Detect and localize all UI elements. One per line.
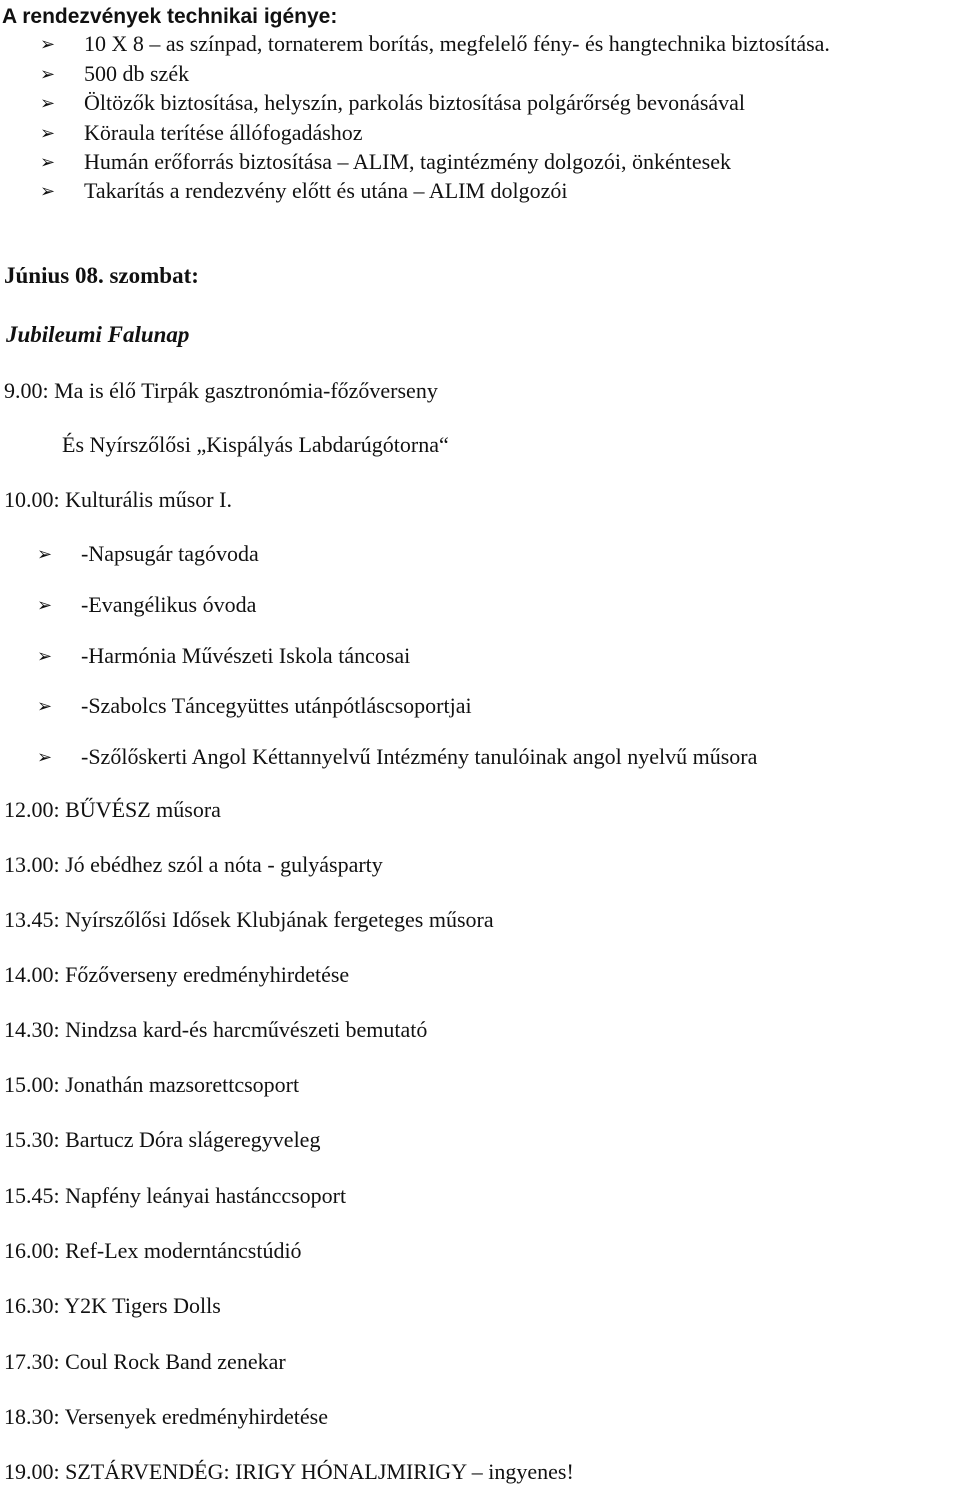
- list-item: [37, 695, 472, 717]
- program-entry: [4, 1129, 320, 1151]
- list-item: [37, 543, 259, 565]
- program-time: 13.45 :: [4, 907, 65, 932]
- list-item-text: -Szabolcs Táncegyüttes utánpótláscsoportjai: [81, 693, 472, 718]
- program-entry: [4, 380, 438, 402]
- arrow-bullet-icon: ➢: [37, 595, 53, 615]
- program-entry: [4, 489, 232, 511]
- arrow-bullet-icon: ➢: [40, 93, 56, 113]
- program-time: 16.00 :: [4, 1238, 65, 1263]
- program-text: Nyírszőlősi Idősek Klubjának fergeteges műsora: [65, 907, 494, 932]
- program-text: BŰVÉSZ műsora: [65, 797, 221, 822]
- arrow-bullet-icon: ➢: [37, 544, 53, 564]
- program-time: 14.00 :: [4, 962, 65, 987]
- list-item-text: -Evangélikus óvoda: [81, 592, 257, 617]
- program-entry: [4, 1406, 328, 1428]
- list-item-text: 10 X 8 – as színpad, tornaterem borítás, megfelelő fény- és hangtechnika biztosítása.: [84, 31, 830, 56]
- program-time: 15.00 :: [4, 1072, 65, 1097]
- list-item: [40, 180, 568, 202]
- program-text: Y2K Tigers Dolls: [64, 1293, 221, 1318]
- program-text: Coul Rock Band zenekar: [65, 1349, 286, 1374]
- program-time: 14.30 :: [4, 1017, 65, 1042]
- program-time: 15.45 :: [4, 1183, 65, 1208]
- list-item-text: -Szőlőskerti Angol Kéttannyelvű Intézmény tanulóinak angol nyelvű műsora: [81, 744, 758, 769]
- arrow-bullet-icon: ➢: [37, 696, 53, 716]
- list-item-text: Öltözők biztosítása, helyszín, parkolás biztosítása polgárőrség bevonásával: [84, 90, 746, 115]
- program-entry: [4, 799, 221, 821]
- program-time: 18.30 :: [4, 1404, 65, 1429]
- program-time: 10.00 :: [4, 487, 65, 512]
- day-date: Június 08. szombat:: [4, 263, 199, 288]
- program-entry: [4, 1185, 346, 1207]
- program-time: 13.00 :: [4, 852, 65, 877]
- program-entry: [4, 1295, 221, 1317]
- list-item-text: Takarítás a rendezvény előtt és utána – ALIM dolgozói: [84, 178, 568, 203]
- program-time: 15.30 :: [4, 1127, 65, 1152]
- list-item-text: -Harmónia Művészeti Iskola táncosai: [81, 643, 411, 668]
- list-item: [40, 63, 189, 85]
- program-text: Bartucz Dóra slágeregyveleg: [65, 1127, 321, 1152]
- arrow-bullet-icon: ➢: [37, 646, 53, 666]
- list-item-text: Humán erőforrás biztosítása – ALIM, tagintézmény dolgozói, önkéntesek: [84, 149, 731, 174]
- program-time: 9.00 :: [4, 378, 54, 403]
- program-entry: [4, 1019, 427, 1041]
- program-text: Ref-Lex moderntáncstúdió: [65, 1238, 302, 1263]
- program-time: 17.30 :: [4, 1349, 65, 1374]
- list-item: [37, 594, 256, 616]
- program-entry: [4, 1461, 574, 1483]
- list-item: [40, 151, 731, 173]
- program-entry: [4, 964, 349, 986]
- arrow-bullet-icon: ➢: [40, 181, 56, 201]
- program-entry: [4, 1240, 302, 1262]
- arrow-bullet-icon: ➢: [40, 123, 56, 143]
- arrow-bullet-icon: ➢: [40, 64, 56, 84]
- program-text: Jó ebédhez szól a nóta - gulyásparty: [65, 852, 383, 877]
- day-title: Jubileumi Falunap: [6, 322, 190, 347]
- list-item-text: Köraula terítése állófogadáshoz: [84, 120, 363, 145]
- program-entry: [4, 1351, 286, 1373]
- arrow-bullet-icon: ➢: [40, 34, 56, 54]
- program-text: Versenyek eredményhirdetése: [64, 1404, 328, 1429]
- program-text: Nindzsa kard-és harcművészeti bemutató: [65, 1017, 428, 1042]
- program-time: 16.30 :: [4, 1293, 64, 1318]
- list-item: [37, 746, 757, 768]
- program-entry: [4, 1074, 299, 1096]
- program-text: Napfény leányai hastánccsoport: [65, 1183, 347, 1208]
- program-text: Jonathán mazsorettcsoport: [65, 1072, 300, 1097]
- program-text: Ma is élő Tirpák gasztronómia-főzőverseny: [54, 378, 438, 403]
- list-item-text: -Napsugár tagóvoda: [81, 541, 259, 566]
- program-entry: [4, 854, 383, 876]
- list-item-text: 500 db szék: [84, 61, 190, 86]
- program-text: SZTÁRVENDÉG: IRIGY HÓNALJMIRIGY – ingyenes!: [65, 1459, 574, 1484]
- arrow-bullet-icon: ➢: [37, 747, 53, 767]
- program-time: 19.00 :: [4, 1459, 65, 1484]
- technical-heading: A rendezvények technikai igénye:: [2, 5, 338, 28]
- arrow-bullet-icon: ➢: [40, 152, 56, 172]
- program-text: Főzőverseny eredményhirdetése: [65, 962, 350, 987]
- program-continuation: És Nyírszőlősi „Kispályás Labdarúgótorna“: [62, 432, 449, 457]
- program-entry: [4, 909, 494, 931]
- list-item: [40, 92, 745, 114]
- list-item: [37, 645, 410, 667]
- list-item: [40, 33, 830, 55]
- list-item: [40, 122, 363, 144]
- program-time: 12.00 :: [4, 797, 65, 822]
- program-text: Kulturális műsor I.: [65, 487, 232, 512]
